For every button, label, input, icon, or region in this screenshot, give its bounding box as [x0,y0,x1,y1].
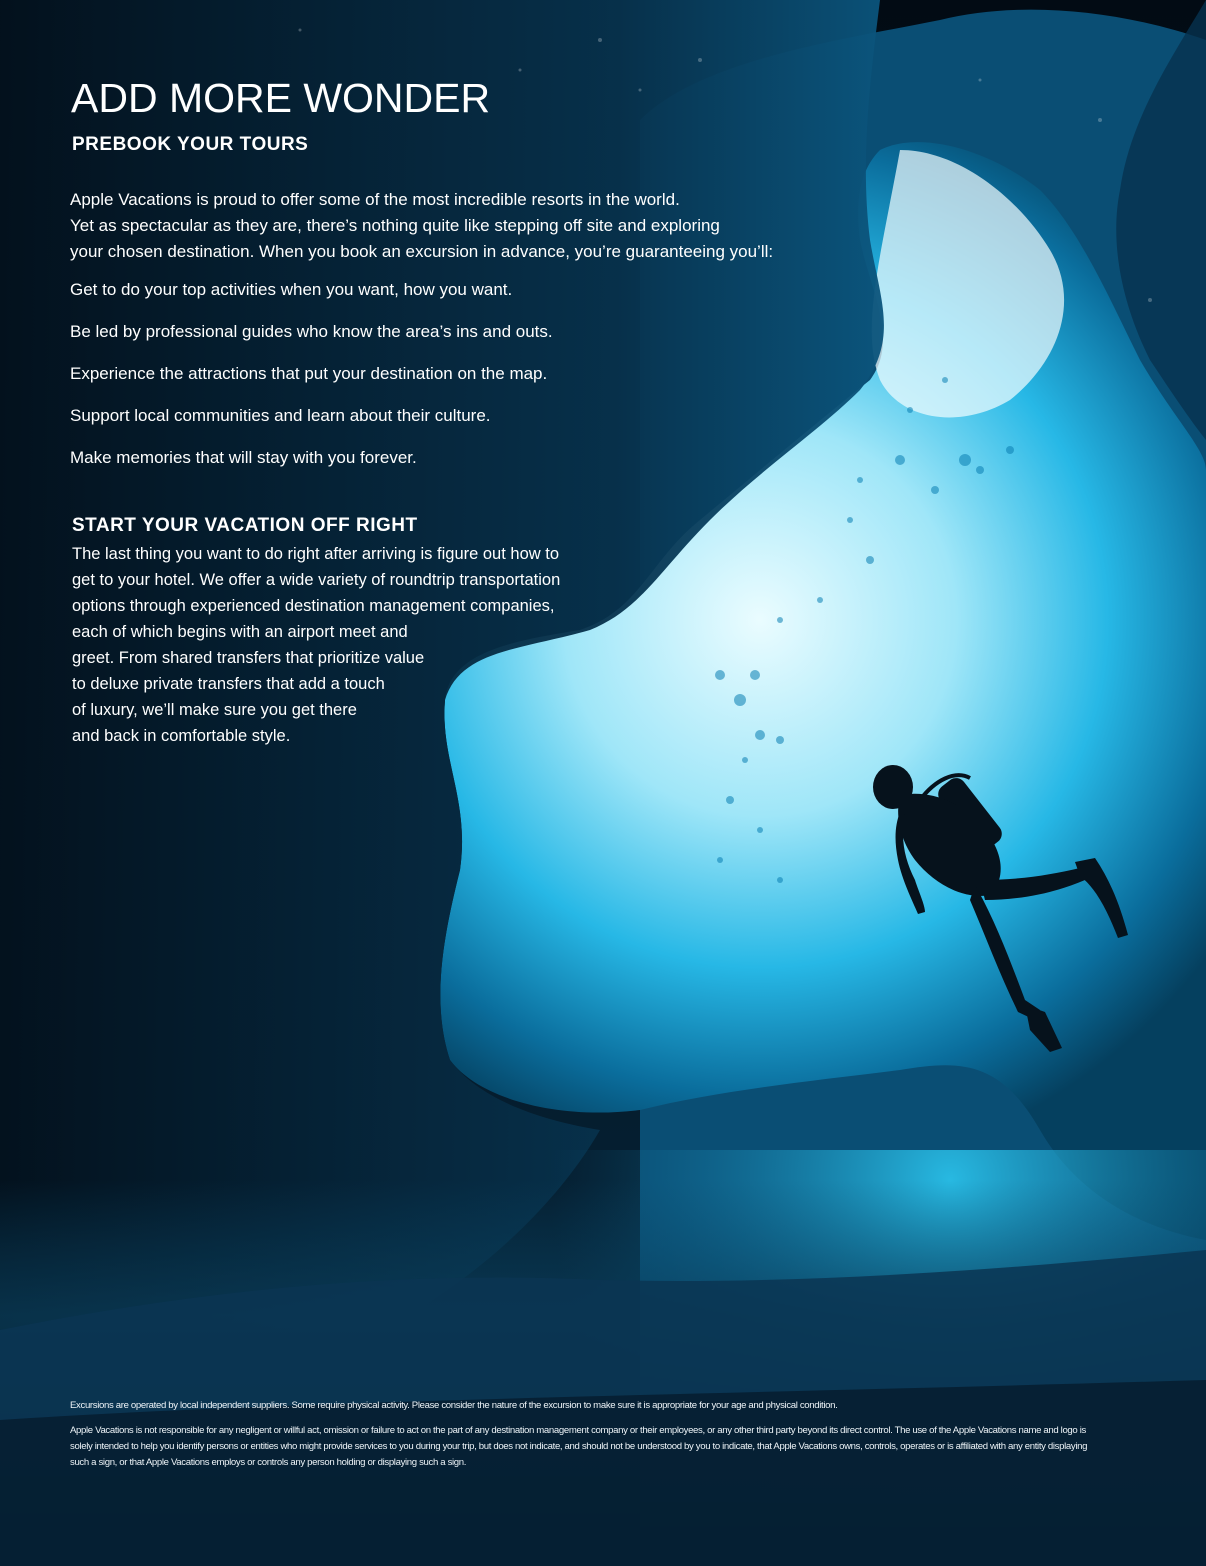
legal-disclaimer [70,1398,1150,1480]
disclaimer-line: Excursions are operated by local independent suppliers. Some require physical activity. Please consider the nature of the excursion to make sure it is appropriate for your age and physical condition. [70,1400,838,1411]
benefit-item: Make memories that will stay with you forever. [70,448,417,467]
disclaimer-excursions [70,1398,1150,1414]
section-heading-prebook: PREBOOK YOUR TOURS [72,134,309,155]
intro-paragraph [70,187,870,265]
disclaimer-line: Apple Vacations is not responsible for any negligent or willful act, omission or failure to act on the part of any destination management company or their employees, or any other third party beyond its direct control. The use of the Apple Vacations name and logo is [70,1425,1086,1436]
benefit-item: Experience the attractions that put your destination on the map. [70,364,548,383]
benefits-list [70,277,553,487]
intro-line: your chosen destination. When you book an excursion in advance, you’re guaranteeing you’ll: [70,242,774,261]
disclaimer-liability [70,1423,1150,1471]
transfers-line: get to your hotel. We offer a wide variety of roundtrip transportation [72,571,561,589]
intro-line: Apple Vacations is proud to offer some of the most incredible resorts in the world. [70,190,680,209]
benefit-item: Support local communities and learn about their culture. [70,406,491,425]
transfers-line: each of which begins with an airport meet and [72,623,408,641]
transfers-line: The last thing you want to do right after arriving is figure out how to [72,545,560,563]
transfers-line: greet. From shared transfers that prioritize value [72,649,425,667]
transfers-line: and back in comfortable style. [72,727,291,745]
intro-line: Yet as spectacular as they are, there’s nothing quite like stepping off site and exploring [70,216,720,235]
disclaimer-line: such a sign, or that Apple Vacations employs or controls any person holding or displaying such a sign. [70,1457,467,1468]
transfers-line: to deluxe private transfers that add a touch [72,675,385,693]
transfers-line: options through experienced destination management companies, [72,597,555,615]
disclaimer-line: solely intended to help you identify persons or entities who might provide services to you during your trip, but does not indicate, and should not be understood by you to indicate, that Apple Vacations owns, controls, operates or is affiliated with any entity displaying [70,1441,1088,1452]
section-heading-vacation-start: START YOUR VACATION OFF RIGHT [72,515,418,536]
transfers-line: of luxury, we’ll make sure you get there [72,701,357,719]
transfers-paragraph [72,541,560,749]
page-title: ADD MORE WONDER [71,75,491,121]
benefit-item: Be led by professional guides who know the area’s ins and outs. [70,322,553,341]
benefit-item: Get to do your top activities when you want, how you want. [70,280,513,299]
